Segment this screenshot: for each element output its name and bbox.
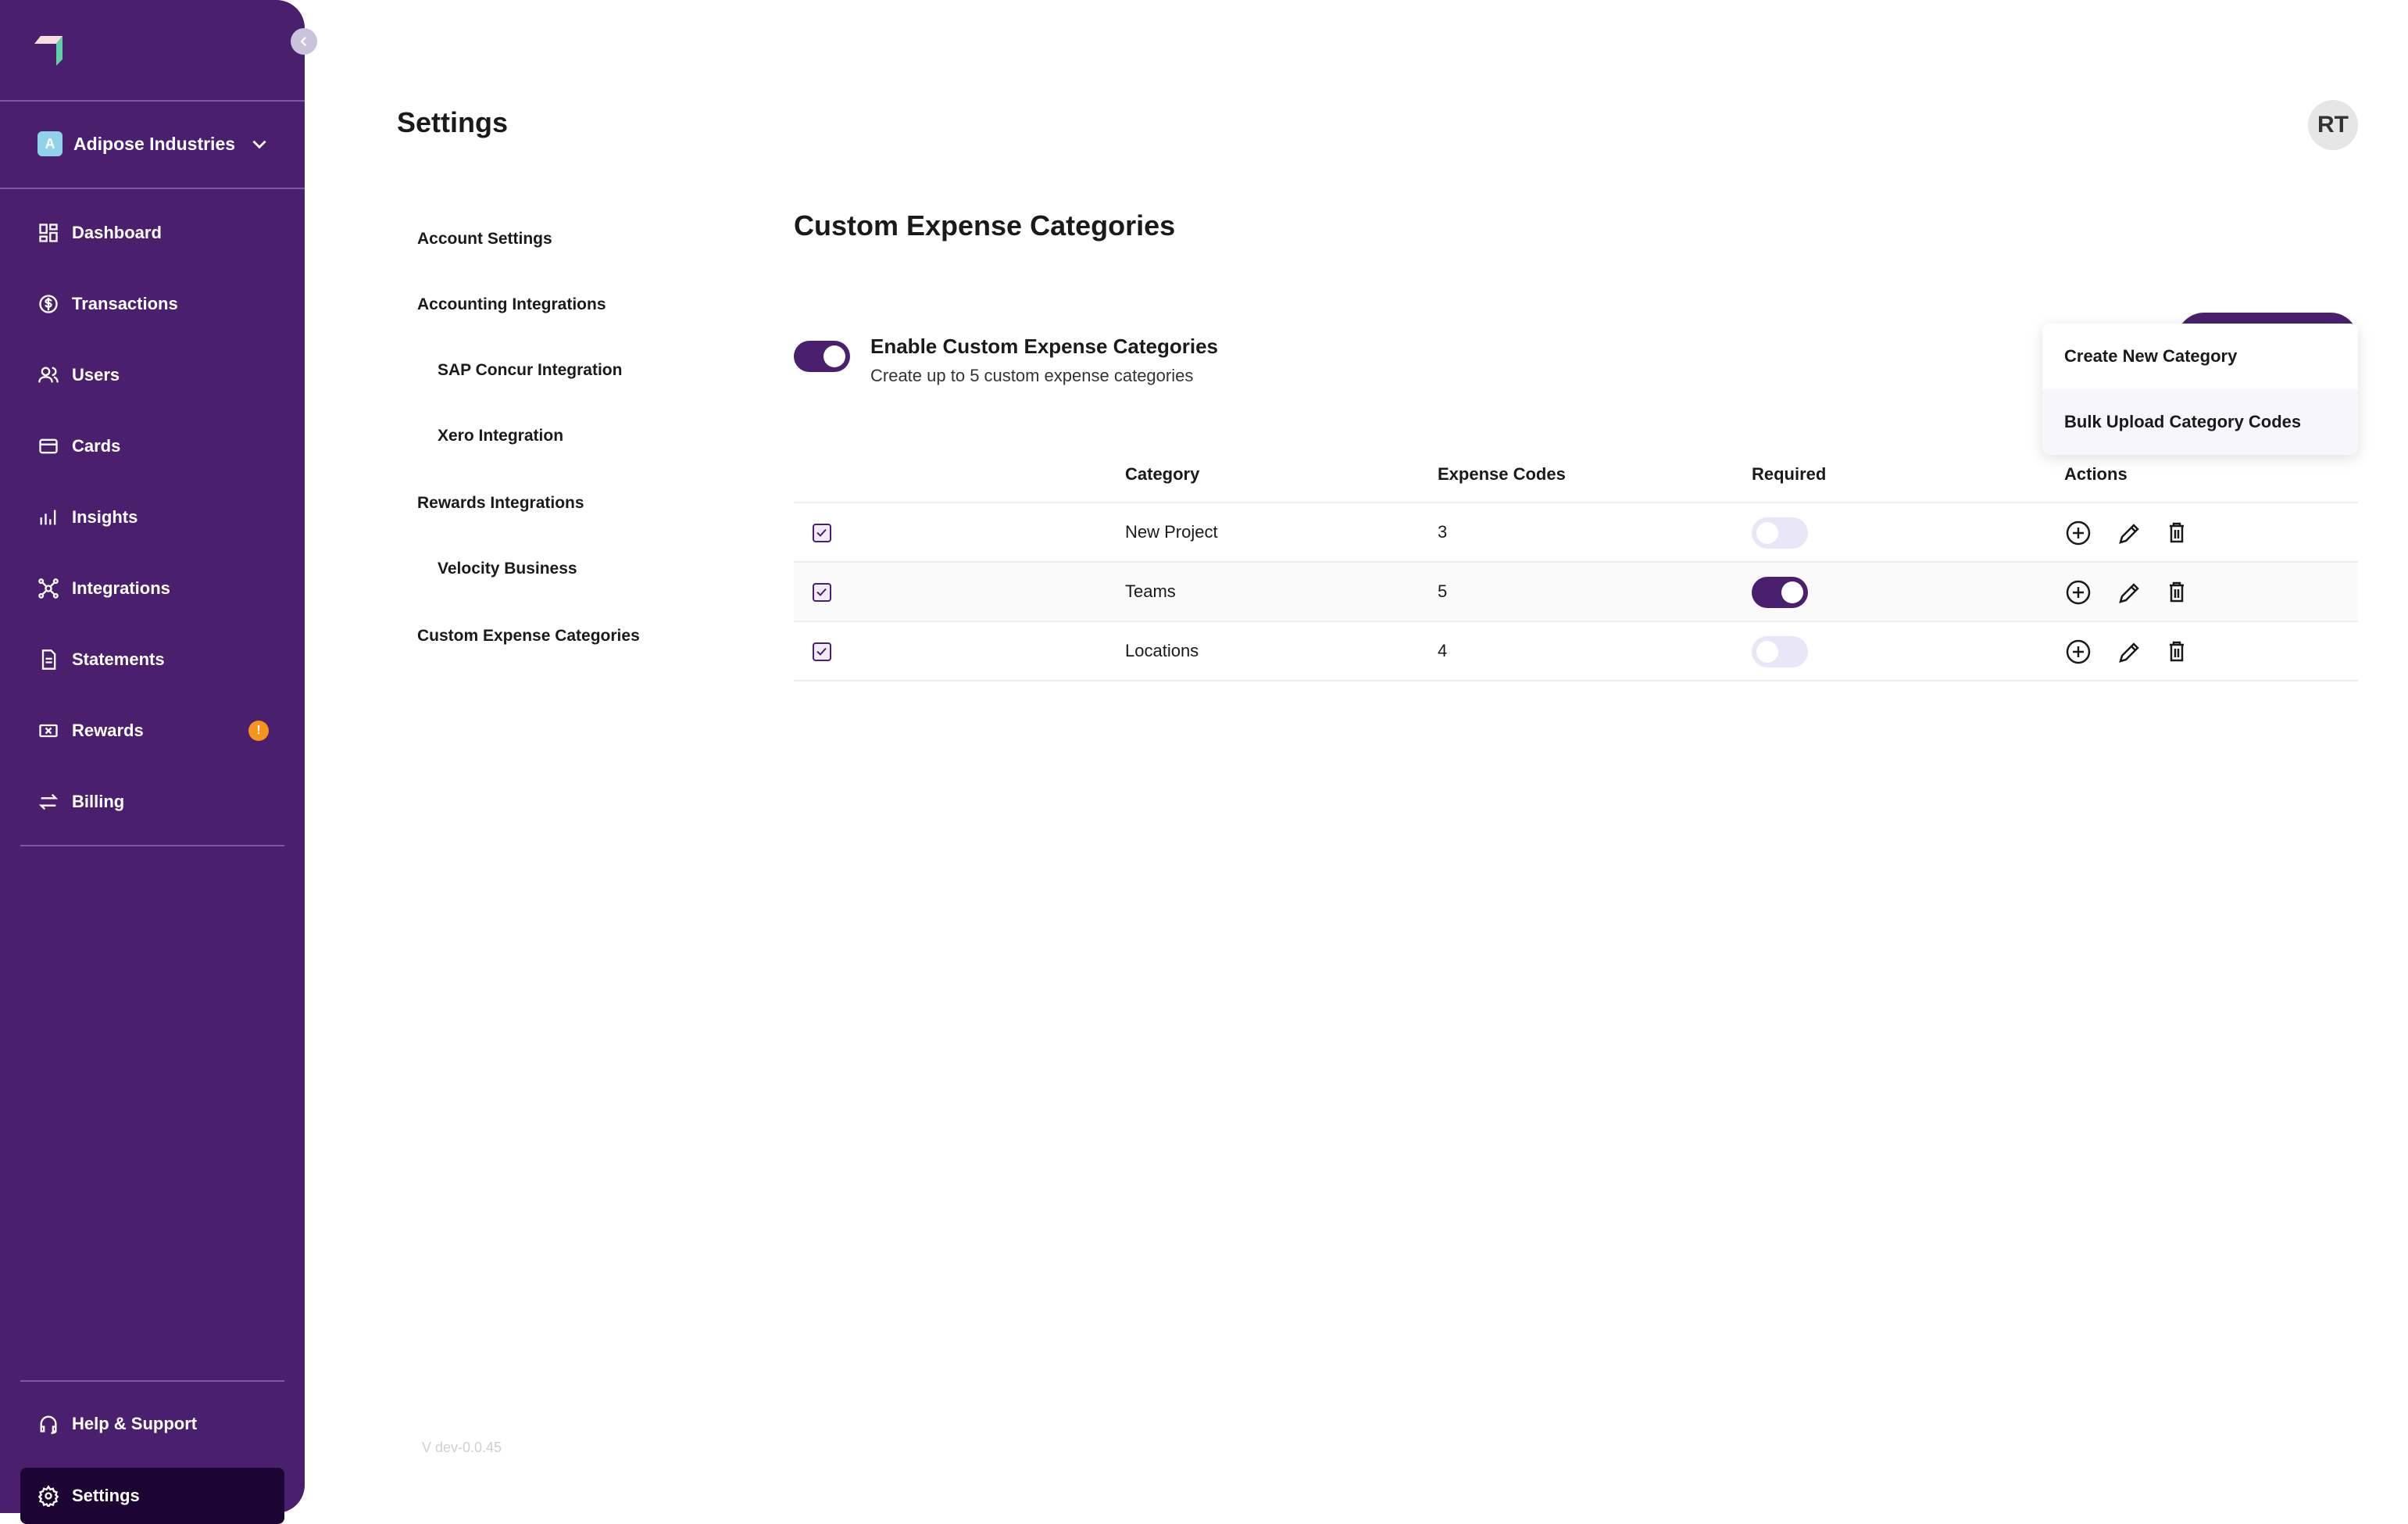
table-row	[794, 503, 2358, 563]
required-toggle[interactable]	[1752, 636, 1808, 667]
plus-circle-icon	[2064, 519, 2092, 547]
chevron-down-icon	[249, 134, 270, 154]
nav-label: Settings	[72, 1486, 140, 1505]
sidebar	[0, 0, 305, 1513]
nav-label: Cards	[72, 436, 121, 456]
users-icon	[38, 364, 59, 386]
trash-icon	[2163, 638, 2191, 666]
sidebar-item-transactions[interactable]	[20, 276, 284, 332]
alert-badge: !	[248, 721, 269, 741]
pencil-icon	[2114, 578, 2142, 606]
sidebar-item-rewards[interactable]	[20, 703, 284, 759]
settings-nav-velocity[interactable]: Velocity Business	[438, 560, 577, 578]
column-header-codes: Expense Codes	[1438, 464, 1566, 484]
category-name: Teams	[1125, 581, 1176, 601]
table-row	[794, 563, 2358, 622]
sidebar-item-billing[interactable]	[20, 774, 284, 830]
avatar[interactable]: RT	[2308, 100, 2358, 150]
org-avatar: A	[38, 131, 63, 156]
menu-item-create-category[interactable]: Create New Category	[2064, 346, 2238, 366]
add-code-button[interactable]	[2064, 519, 2092, 547]
sidebar-item-integrations[interactable]	[20, 560, 284, 617]
plus-circle-icon	[2064, 638, 2092, 666]
nav-label: Help & Support	[72, 1414, 198, 1433]
row-checkbox[interactable]	[813, 583, 831, 602]
add-code-button[interactable]	[2064, 578, 2092, 606]
settings-nav-rewards[interactable]: Rewards Integrations	[417, 494, 584, 512]
table-row	[794, 622, 2358, 682]
nav-label: Users	[72, 365, 120, 385]
sidebar-item-statements[interactable]	[20, 631, 284, 688]
column-header-category: Category	[1125, 464, 1200, 484]
category-name: New Project	[1125, 522, 1218, 542]
trash-icon	[2163, 519, 2191, 547]
swap-icon	[38, 791, 59, 813]
divider	[0, 100, 305, 102]
expense-codes-count: 5	[1438, 581, 1448, 601]
nav-label: Statements	[72, 649, 165, 669]
required-toggle[interactable]	[1752, 577, 1808, 608]
enable-categories-toggle[interactable]	[794, 341, 850, 372]
nav-label: Rewards	[72, 721, 144, 740]
sidebar-item-cards[interactable]	[20, 418, 284, 474]
nav-label: Transactions	[72, 294, 178, 313]
delete-button[interactable]	[2163, 578, 2191, 606]
category-name: Locations	[1125, 641, 1199, 660]
expense-codes-count: 3	[1438, 522, 1448, 542]
sidebar-item-users[interactable]	[20, 347, 284, 403]
integrations-icon	[38, 578, 59, 599]
check-icon	[814, 585, 829, 599]
chevron-left-icon	[297, 34, 311, 48]
headset-icon	[38, 1413, 59, 1435]
nav-label: Insights	[72, 507, 138, 527]
section-title: Custom Expense Categories	[794, 209, 1176, 241]
org-switcher[interactable]	[38, 131, 270, 156]
divider	[0, 188, 305, 189]
nav-label: Integrations	[72, 578, 170, 598]
collapse-sidebar-button[interactable]	[291, 28, 317, 55]
edit-button[interactable]	[2114, 519, 2142, 547]
delete-button[interactable]	[2163, 519, 2191, 547]
divider	[20, 1380, 284, 1382]
edit-button[interactable]	[2114, 578, 2142, 606]
column-header-actions: Actions	[2064, 464, 2128, 484]
add-code-button[interactable]	[2064, 638, 2092, 666]
nav-label: Billing	[72, 792, 125, 811]
column-header-required: Required	[1752, 464, 1827, 484]
enable-description: Create up to 5 custom expense categories	[870, 366, 1194, 385]
enable-label: Enable Custom Expense Categories	[870, 334, 1219, 358]
actions-dropdown-menu	[2042, 324, 2358, 455]
expense-codes-count: 4	[1438, 641, 1448, 660]
logo-icon	[33, 34, 64, 66]
check-icon	[814, 644, 829, 659]
divider	[20, 845, 284, 846]
gear-icon	[38, 1485, 59, 1507]
sidebar-item-help[interactable]	[20, 1396, 284, 1452]
sidebar-item-settings[interactable]	[20, 1468, 284, 1524]
dashboard-icon	[38, 222, 59, 244]
pencil-icon	[2114, 519, 2142, 547]
insights-icon	[38, 506, 59, 528]
document-icon	[38, 649, 59, 671]
settings-nav-sap-concur[interactable]: SAP Concur Integration	[438, 361, 623, 379]
dollar-circle-icon	[38, 293, 59, 315]
edit-button[interactable]	[2114, 638, 2142, 666]
menu-item-bulk-upload[interactable]: Bulk Upload Category Codes	[2042, 389, 2358, 455]
sidebar-item-insights[interactable]	[20, 489, 284, 546]
plus-circle-icon	[2064, 578, 2092, 606]
row-checkbox[interactable]	[813, 524, 831, 542]
version-label: V dev-0.0.45	[422, 1440, 502, 1455]
settings-nav-xero[interactable]: Xero Integration	[438, 427, 564, 445]
trash-icon	[2163, 578, 2191, 606]
sidebar-item-dashboard[interactable]	[20, 205, 284, 261]
check-icon	[814, 525, 829, 540]
org-name: Adipose Industries	[73, 133, 236, 154]
nav-label: Dashboard	[72, 223, 162, 242]
settings-nav-account[interactable]: Account Settings	[417, 230, 552, 248]
settings-nav-custom-categories[interactable]: Custom Expense Categories	[417, 627, 640, 645]
settings-nav-accounting[interactable]: Accounting Integrations	[417, 295, 606, 313]
page-title: Settings	[397, 106, 509, 138]
required-toggle[interactable]	[1752, 517, 1808, 549]
row-checkbox[interactable]	[813, 642, 831, 661]
pencil-icon	[2114, 638, 2142, 666]
delete-button[interactable]	[2163, 638, 2191, 666]
ticket-icon	[38, 720, 59, 742]
card-icon	[38, 435, 59, 457]
